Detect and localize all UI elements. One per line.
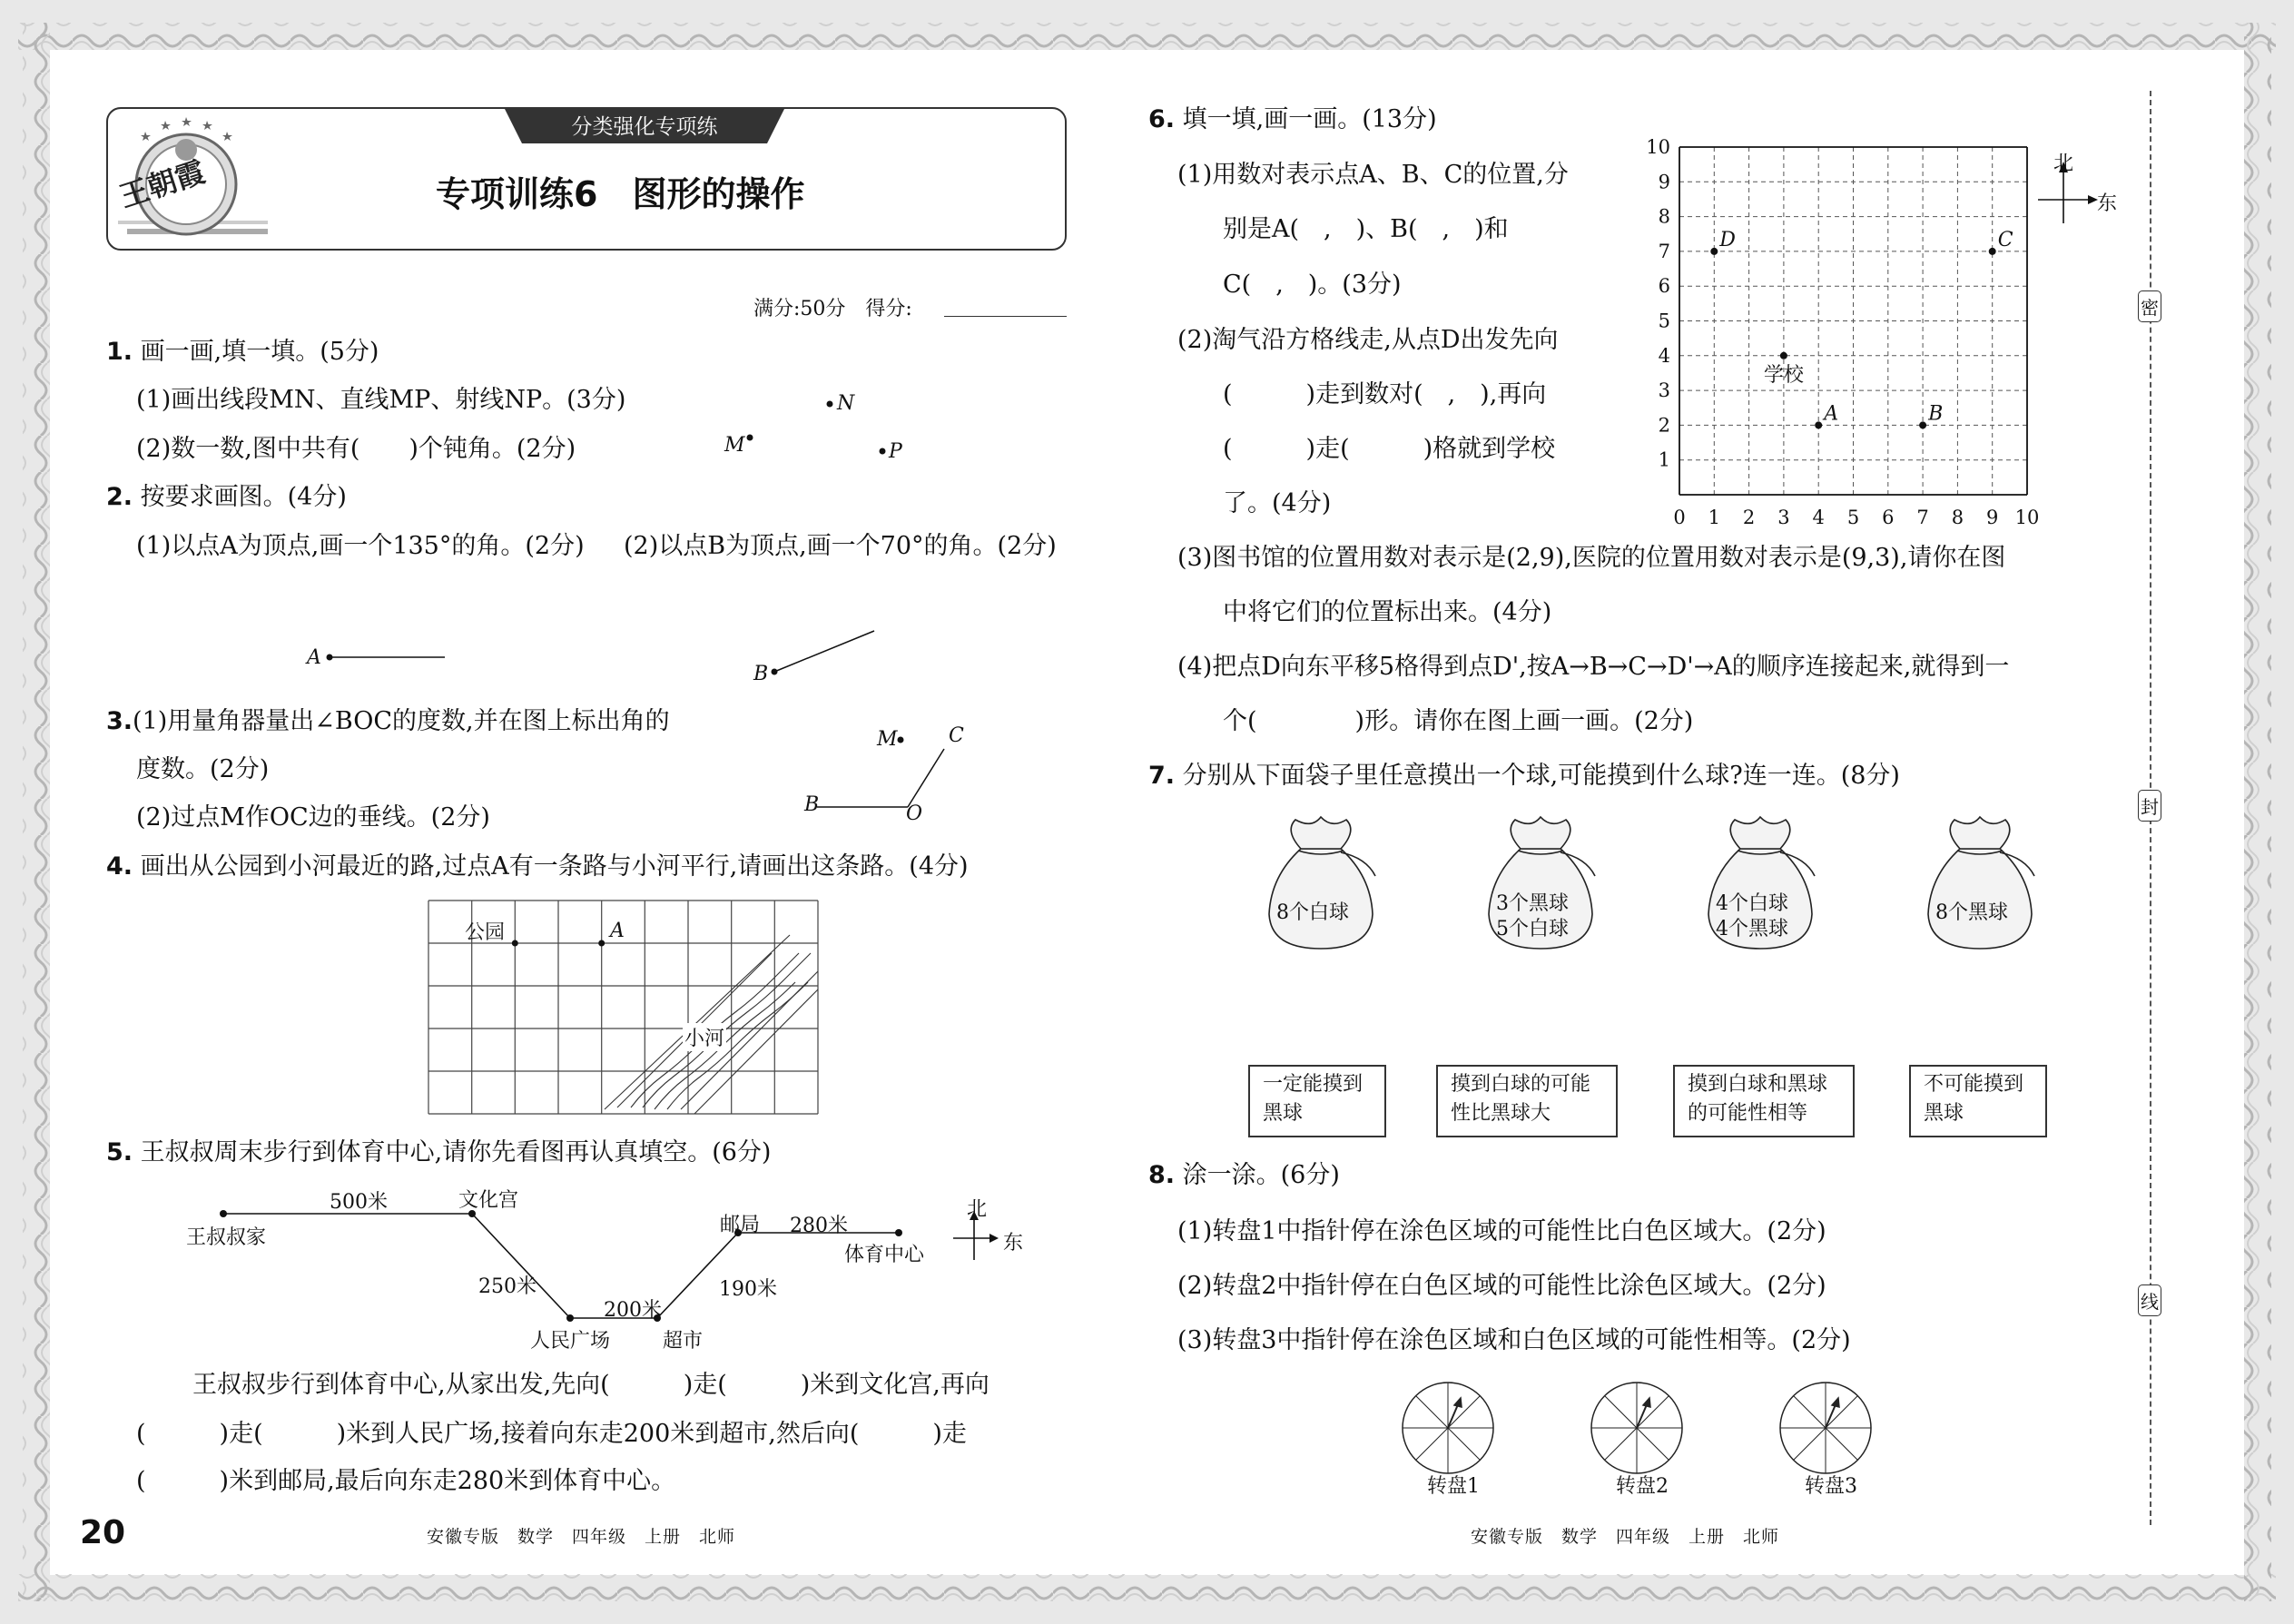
q2-part2: (2)以点B为顶点,画一个70°的角。(2分) [624, 532, 1057, 560]
outcome-box-4-line2: 黑球 [1924, 1102, 1964, 1125]
y-tick-label: 2 [1658, 414, 1670, 437]
y-tick-label: 5 [1658, 310, 1670, 332]
q3-part2: (2)过点M作OC边的垂线。(2分) [136, 803, 490, 832]
q6-p3a: (3)图书馆的位置用数对表示是(2,9),医院的位置用数对表示是(9,3),请你在图 [1177, 544, 2006, 572]
q6-p1c: C( , )。(3分) [1223, 271, 1402, 299]
outcome-box-3-line2: 的可能性相等 [1688, 1102, 1808, 1125]
q6-title: 6. 填一填,画一画。(13分) [1148, 105, 1437, 133]
x-tick-label: 4 [1812, 507, 1825, 528]
q8-part3: (3)转盘3中指针停在涂色区域和白色区域的可能性相等。(2分) [1177, 1326, 1851, 1354]
q5-d250: 250米 [478, 1275, 537, 1298]
q6-p2a: (2)淘气沿方格线走,从点D出发先向 [1177, 326, 1559, 354]
spinner-2-label: 转盘2 [1616, 1475, 1669, 1498]
point-C [1989, 248, 1996, 255]
page-number: 20 [80, 1514, 126, 1551]
q1-label-n: N [837, 392, 855, 415]
q6-p2d: 了。(4分) [1223, 489, 1332, 517]
q4-park-label: 公园 [465, 921, 506, 944]
q2-label-a: A [307, 646, 321, 669]
point-label: 学校 [1763, 363, 1804, 387]
outcome-box-2-line2: 性比黑球大 [1451, 1102, 1551, 1125]
outcome-box-1[interactable] [1248, 1065, 1386, 1137]
q5-d200: 200米 [604, 1299, 662, 1322]
q3-label-o: O [906, 802, 923, 825]
q4-title: 4. 画出从公园到小河最近的路,过点A有一条路与小河平行,请画出这条路。(4分) [106, 852, 969, 881]
y-tick-label: 4 [1658, 344, 1670, 367]
bag-3-line1: 4个白球 [1716, 892, 1788, 915]
bag-1-tie [1291, 817, 1351, 849]
y-tick-label: 8 [1658, 205, 1670, 228]
q6-p1a: (1)用数对表示点A、B、C的位置,分 [1177, 161, 1569, 189]
x-tick-label: 5 [1846, 507, 1860, 528]
q4-label-a: A [610, 920, 625, 942]
outcome-box-3-line1: 摸到白球和黑球 [1688, 1073, 1828, 1096]
q1-part1: (1)画出线段MN、直线MP、射线NP。(3分) [136, 386, 626, 414]
bag-2-line2: 5个白球 [1496, 918, 1569, 940]
outcome-box-4-line1: 不可能摸到 [1924, 1073, 2024, 1096]
x-tick-label: 1 [1708, 507, 1720, 528]
point-label: A [1824, 402, 1839, 426]
q6-p1b: 别是A( , )、B( , )和 [1223, 215, 1509, 243]
q8-title: 8. 涂一涂。(6分) [1148, 1161, 1340, 1189]
outcome-box-3[interactable] [1673, 1065, 1855, 1137]
q5-square: 人民广场 [530, 1330, 611, 1353]
outcome-box-2[interactable] [1436, 1065, 1618, 1137]
y-tick-label: 3 [1658, 379, 1670, 402]
bag-3-tie [1730, 817, 1790, 849]
page-title: 专项训练6 图形的操作 [436, 174, 805, 214]
q8-spinners[interactable] [1403, 1375, 1902, 1484]
q3-part1: 3.(1)用量角器量出∠BOC的度数,并在图上标出角的 [106, 707, 670, 735]
q7-title: 7. 分别从下面袋子里任意摸出一个球,可能摸到什么球?连一连。(8分) [1148, 762, 1900, 790]
x-tick-label: 9 [1986, 507, 1999, 528]
point-学校 [1780, 352, 1787, 359]
y-tick-label: 6 [1658, 275, 1670, 298]
q1-title: 1. 画一画,填一填。(5分) [106, 338, 379, 366]
spinner-3-label: 转盘3 [1805, 1475, 1857, 1498]
score-blank[interactable] [944, 316, 1067, 317]
q8-part2: (2)转盘2中指针停在白色区域的可能性比涂色区域大。(2分) [1177, 1272, 1826, 1300]
y-tick-label: 9 [1658, 171, 1670, 193]
q3-label-m: M [877, 728, 898, 751]
q5-line2: ( )走( )米到人民广场,接着向东走200米到超市,然后向( )走 [136, 1420, 967, 1448]
outcome-box-4[interactable] [1909, 1065, 2047, 1137]
score-label: 满分:50分 得分: [753, 298, 912, 320]
q5-culture: 文化宫 [458, 1189, 519, 1212]
point-label: C [1997, 228, 2013, 251]
x-tick-label: 7 [1916, 507, 1929, 528]
q1-part2: (2)数一数,图中共有( )个钝角。(2分) [136, 435, 576, 463]
margin-mark-line: 线 [2138, 1284, 2161, 1316]
logo-text: 王朝霞 [115, 153, 210, 214]
bag-4-line1: 8个黑球 [1935, 901, 2008, 924]
point-label: D [1719, 228, 1736, 251]
bag-1-line1: 8个白球 [1276, 901, 1349, 924]
point-D [1710, 248, 1718, 255]
x-tick-label: 8 [1951, 507, 1964, 528]
header-banner: 分类强化专项练 [571, 115, 718, 139]
bag-4-tie [1950, 817, 2010, 849]
q3-label-b: B [804, 793, 820, 816]
y-tick-label: 1 [1658, 448, 1670, 471]
footer-left: 安徽专版 数学 四年级 上册 北师 [427, 1527, 736, 1547]
q5-title: 5. 王叔叔周末步行到体育中心,请你先看图再认真填空。(6分) [106, 1138, 772, 1166]
q5-east: 东 [1003, 1232, 1024, 1255]
q6-p2b: ( )走到数对( , ),再向 [1223, 380, 1547, 408]
q2-part1: (1)以点A为顶点,画一个135°的角。(2分) [136, 532, 585, 560]
q5-line1: 王叔叔步行到体育中心,从家出发,先向( )走( )米到文化宫,再向 [192, 1371, 989, 1399]
point-A [1815, 421, 1822, 428]
q5-d190: 190米 [719, 1278, 777, 1301]
q2-rays[interactable] [300, 626, 917, 690]
outcome-box-2-line1: 摸到白球的可能 [1451, 1073, 1591, 1096]
q2-title: 2. 按要求画图。(4分) [106, 483, 347, 511]
footer-right: 安徽专版 数学 四年级 上册 北师 [1471, 1527, 1780, 1547]
x-tick-label: 3 [1777, 507, 1790, 528]
q6-p4a: (4)把点D向东平移5格得到点D',按A→B→C→D'→A的顺序连接起来,就得到一 [1177, 653, 2010, 681]
point-B [1919, 421, 1926, 428]
q6-p4b: 个( )形。请你在图上画一画。(2分) [1223, 707, 1694, 735]
q6-p2c: ( )走( )格就到学校 [1223, 435, 1556, 463]
bag-2-line1: 3个黑球 [1496, 892, 1569, 915]
q7-bags-art [1253, 812, 2052, 958]
x-tick-label: 10 [2014, 507, 2040, 528]
q6-east: 东 [2097, 192, 2118, 215]
q6-p3b: 中将它们的位置标出来。(4分) [1223, 598, 1552, 626]
q3-label-c: C [949, 724, 964, 747]
q5-d500: 500米 [330, 1191, 388, 1214]
y-tick-label: 7 [1658, 240, 1670, 262]
margin-mark-close: 封 [2138, 790, 2161, 822]
coordinate-grid[interactable] [1646, 127, 2043, 531]
q1-label-p: P [889, 440, 902, 463]
q4-river-label: 小河 [683, 1023, 726, 1051]
x-tick-label: 2 [1742, 507, 1756, 528]
margin-mark-seal: 密 [2138, 290, 2161, 322]
q5-home: 王叔叔家 [186, 1226, 267, 1249]
y-tick-label: 10 [1646, 136, 1670, 158]
q5-market: 超市 [663, 1330, 704, 1353]
q6-north: 北 [2053, 153, 2074, 175]
q8-part1: (1)转盘1中指针停在涂色区域的可能性比白色区域大。(2分) [1177, 1217, 1826, 1245]
q3-part1b: 度数。(2分) [136, 755, 270, 783]
q5-line3: ( )米到邮局,最后向东走280米到体育中心。 [136, 1467, 676, 1495]
point-label: B [1928, 402, 1944, 426]
outcome-box-1-line1: 一定能摸到 [1263, 1073, 1364, 1096]
q5-post: 邮局 [720, 1214, 761, 1236]
x-tick-label: 0 [1673, 507, 1686, 528]
bag-3-line2: 4个黑球 [1716, 918, 1788, 940]
outcome-box-1-line2: 黑球 [1263, 1102, 1304, 1125]
q5-north: 北 [967, 1198, 988, 1221]
bag-2-tie [1511, 817, 1570, 849]
q1-label-m: M [724, 434, 745, 457]
q5-d280: 280米 [790, 1215, 848, 1237]
q2-label-b: B [753, 663, 769, 685]
x-tick-label: 6 [1882, 507, 1895, 528]
q5-sports: 体育中心 [844, 1244, 925, 1266]
spinner-1-label: 转盘1 [1427, 1475, 1480, 1498]
